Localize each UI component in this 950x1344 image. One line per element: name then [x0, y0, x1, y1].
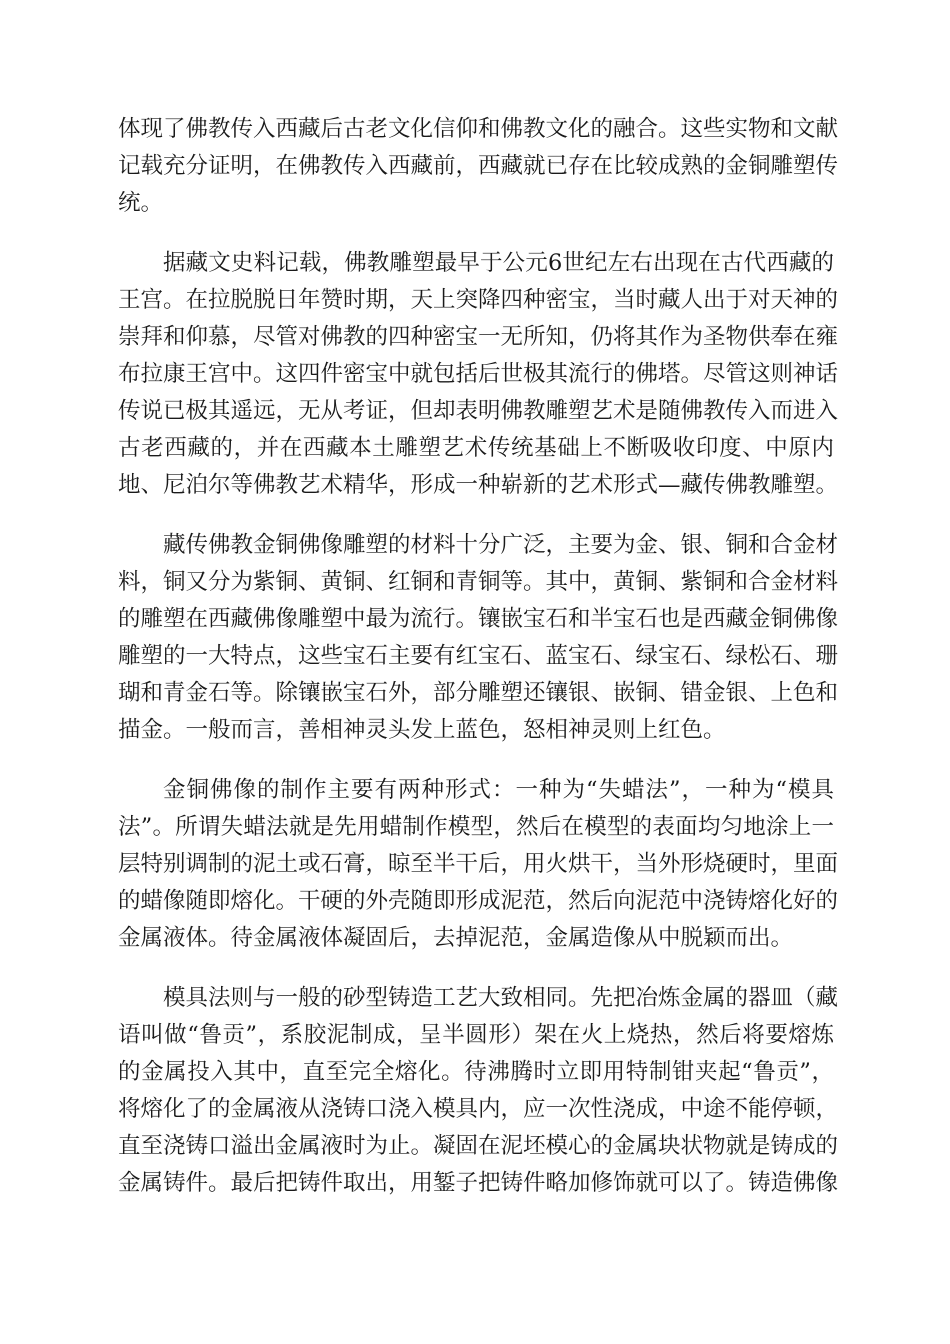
text-line: 雕塑的一大特点，这些宝石主要有红宝石、蓝宝石、绿宝石、绿松石、珊 — [118, 643, 839, 669]
text-line: 记载充分证明，在佛教传入西藏前，西藏就已存在比较成熟的金铜雕塑传 — [118, 153, 839, 179]
text-line: 古老西藏的，并在西藏本土雕塑艺术传统基础上不断吸收印度、中原内 — [118, 435, 834, 461]
paragraph — [118, 772, 839, 957]
text-line: 语叫做“鲁贡”，系胶泥制成，呈半圆形）架在火上烧热，然后将要熔炼 — [118, 1022, 834, 1048]
text-line: 描金。一般而言，善相神灵头发上蓝色，怒相神灵则上红色。 — [118, 717, 726, 743]
paragraph — [118, 527, 839, 749]
text-line: 料，铜又分为紫铜、黄铜、红铜和青铜等。其中，黄铜、紫铜和合金材料 — [118, 569, 839, 595]
paragraph — [118, 980, 839, 1202]
text-line: 的蜡像随即熔化。干硬的外壳随即形成泥范，然后向泥范中浇铸熔化好的 — [118, 888, 839, 914]
text-line: 布拉康王宫中。这四件密宝中就包括后世极其流行的佛塔。尽管这则神话 — [118, 361, 839, 387]
text-line: 将熔化了的金属液从浇铸口浇入模具内，应一次性浇成，中途不能停顿， — [118, 1096, 839, 1122]
paragraph — [118, 111, 839, 222]
text-line: 地、尼泊尔等佛教艺术精华，形成一种崭新的艺术形式—藏传佛教雕塑。 — [118, 472, 839, 498]
text-line: 金属铸件。最后把铸件取出，用錾子把铸件略加修饰就可以了。铸造佛像 — [118, 1170, 839, 1196]
text-line: 藏传佛教金铜佛像雕塑的材料十分广泛，主要为金、银、铜和合金材 — [163, 532, 839, 558]
text-line: 层特别调制的泥土或石膏，晾至半干后，用火烘干，当外形烧硬时，里面 — [118, 851, 839, 877]
text-line: 模具法则与一般的砂型铸造工艺大致相同。先把冶炼金属的器皿（藏 — [163, 985, 839, 1011]
text-line: 统。 — [118, 190, 164, 216]
text-line: 金铜佛像的制作主要有两种形式：一种为“失蜡法”，一种为“模具 — [163, 777, 834, 803]
text-line: 直至浇铸口溢出金属液时为止。凝固在泥坯模心的金属块状物就是铸成的 — [118, 1133, 839, 1159]
text-line: 王宫。在拉脱脱日年赞时期，天上突降四种密宝，当时藏人出于对天神的 — [118, 287, 839, 313]
text-line: 法”。所谓失蜡法就是先用蜡制作模型，然后在模型的表面均匀地涂上一 — [118, 814, 834, 840]
text-line: 金属液体。待金属液体凝固后，去掉泥范，金属造像从中脱颖而出。 — [118, 925, 794, 951]
text-line: 的雕塑在西藏佛像雕塑中最为流行。镶嵌宝石和半宝石也是西藏金铜佛像 — [118, 606, 839, 632]
text-line: 瑚和青金石等。除镶嵌宝石外，部分雕塑还镶银、嵌铜、错金银、上色和 — [118, 680, 839, 706]
text-line: 体现了佛教传入西藏后古老文化信仰和佛教文化的融合。这些实物和文献 — [118, 116, 839, 142]
text-line: 崇拜和仰慕，尽管对佛教的四种密宝一无所知，仍将其作为圣物供奉在雍 — [118, 324, 839, 350]
text-line: 据藏文史料记载，佛教雕塑最早于公元6世纪左右出现在古代西藏的 — [163, 250, 834, 276]
paragraph — [118, 245, 839, 504]
text-line: 的金属投入其中，直至完全熔化。待沸腾时立即用特制钳夹起“鲁贡”， — [118, 1059, 834, 1085]
document-page — [118, 111, 839, 1225]
text-line: 传说已极其遥远，无从考证，但却表明佛教雕塑艺术是随佛教传入而进入 — [118, 398, 839, 424]
